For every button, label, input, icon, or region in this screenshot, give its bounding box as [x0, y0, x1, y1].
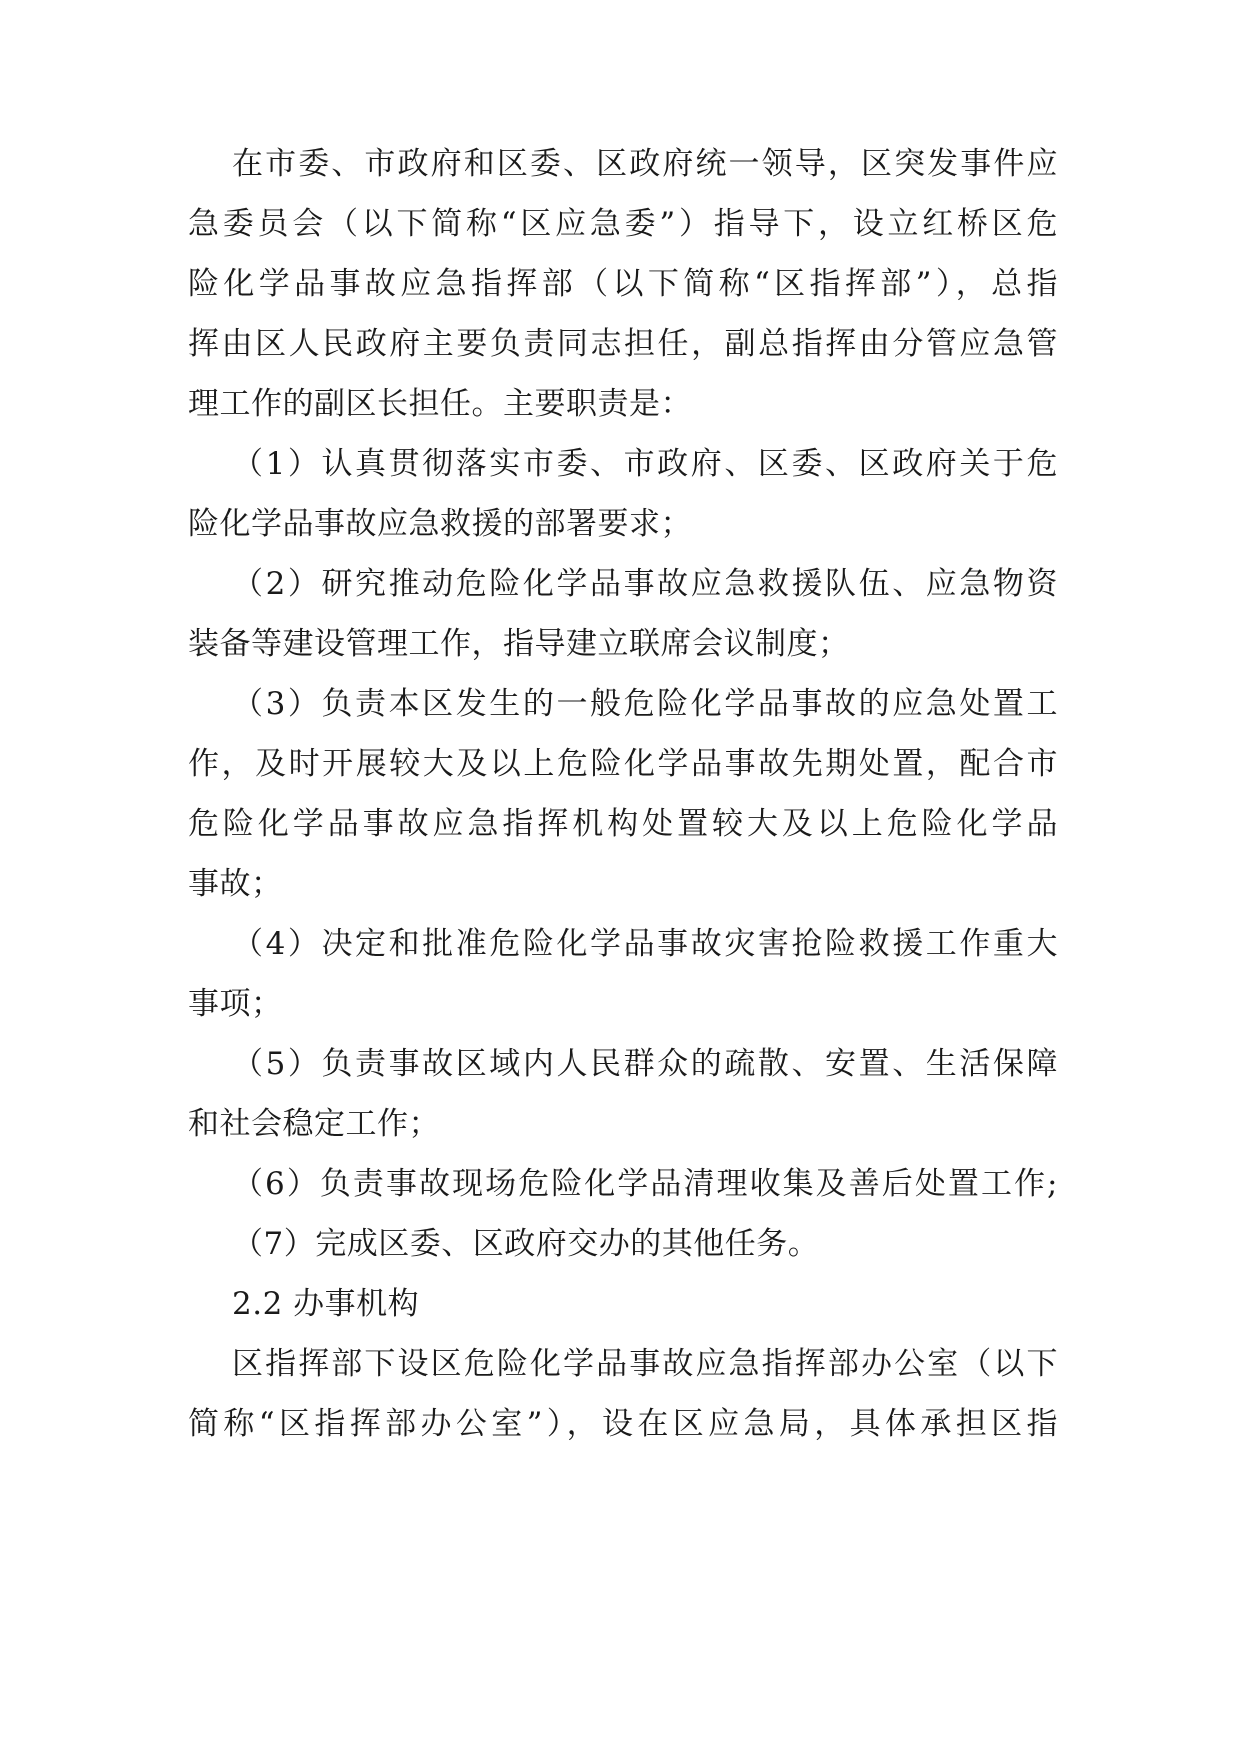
list-item-line: （7）完成区委、区政府交办的其他任务。 [232, 1226, 820, 1262]
list-item-line: （1）认真贯彻落实市委、市政府、区委、区政府关于危 [232, 446, 1058, 482]
paragraph-line: 急委员会（以下简称“区应急委”）指导下，设立红桥区危 [188, 206, 1058, 242]
list-item-line: （6）负责事故现场危险化学品清理收集及善后处置工作; [232, 1166, 1058, 1202]
list-item-line: 危险化学品事故应急指挥机构处置较大及以上危险化学品 [188, 806, 1058, 842]
list-item-line: （5）负责事故区域内人民群众的疏散、安置、生活保障 [232, 1046, 1058, 1082]
section-heading: 2.2 办事机构 [232, 1286, 420, 1322]
paragraph-line: 理工作的副区长担任。主要职责是： [188, 386, 692, 422]
list-item-line: 事项； [188, 986, 283, 1022]
paragraph-line: 挥由区人民政府主要负责同志担任，副总指挥由分管应急管 [188, 326, 1058, 362]
paragraph-line: 在市委、市政府和区委、区政府统一领导，区突发事件应 [232, 146, 1058, 182]
list-item-line: 和社会稳定工作； [188, 1106, 440, 1142]
list-item-line: （3）负责本区发生的一般危险化学品事故的应急处置工 [232, 686, 1058, 722]
list-item-line: 事故； [188, 866, 283, 902]
list-item-line: （2）研究推动危险化学品事故应急救援队伍、应急物资 [232, 566, 1058, 602]
paragraph-line: 险化学品事故应急指挥部（以下简称“区指挥部”），总指 [188, 266, 1058, 302]
list-item-line: （4）决定和批准危险化学品事故灾害抢险救援工作重大 [232, 926, 1058, 962]
paragraph-line: 区指挥部下设区危险化学品事故应急指挥部办公室（以下 [232, 1346, 1058, 1382]
list-item-line: 装备等建设管理工作，指导建立联席会议制度； [188, 626, 850, 662]
paragraph-line: 简称“区指挥部办公室”），设在区应急局，具体承担区指 [188, 1406, 1058, 1442]
list-item-line: 险化学品事故应急救援的部署要求； [188, 506, 692, 542]
list-item-line: 作，及时开展较大及以上危险化学品事故先期处置，配合市 [188, 746, 1058, 782]
